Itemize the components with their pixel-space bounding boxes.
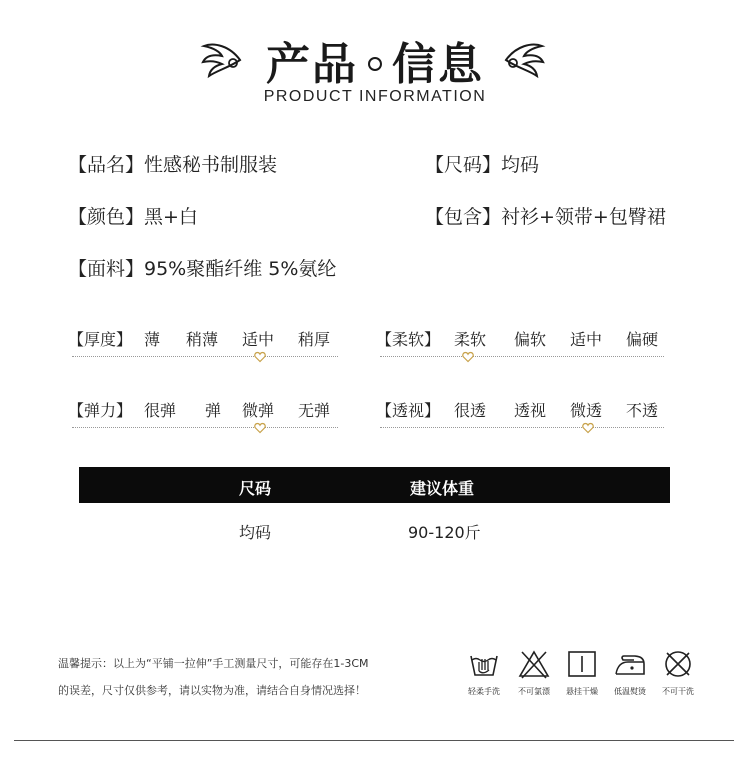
softness-scale-line <box>380 356 664 357</box>
hand-wash-icon <box>468 648 500 680</box>
care-label: 悬挂干燥 <box>566 687 598 696</box>
elasticity-option: 微弹 <box>242 401 275 420</box>
table-cell-weight: 90-120斤 <box>408 523 481 542</box>
thickness-scale-line <box>72 356 338 357</box>
info-includes: 【包含】衬衫+领带+包臀裙 <box>425 206 666 228</box>
elasticity-option: 很弹 <box>144 401 177 420</box>
title-right: 信息 <box>392 39 484 90</box>
transparency-option: 很透 <box>454 401 487 420</box>
table-cell-size: 均码 <box>239 523 272 542</box>
page-subtitle: PRODUCT INFORMATION <box>263 88 487 105</box>
transparency-scale-line <box>380 427 664 428</box>
right-wing-icon <box>500 38 546 82</box>
softness-option: 适中 <box>570 330 603 349</box>
page-title <box>0 28 750 92</box>
bottom-divider <box>14 740 734 741</box>
thickness-option: 稍厚 <box>298 330 331 349</box>
transparency-option: 不透 <box>626 401 659 420</box>
care-label: 不可干洗 <box>662 687 694 696</box>
no-dry-clean-icon <box>662 648 694 680</box>
heart-marker-icon <box>582 422 594 434</box>
info-fabric: 【面料】95%聚酯纤维 5%氨纶 <box>68 258 337 280</box>
info-size: 【尺码】均码 <box>425 154 540 176</box>
table-header-size: 尺码 <box>239 479 272 498</box>
thickness-option: 适中 <box>242 330 275 349</box>
elasticity-scale-line <box>72 427 338 428</box>
elasticity-label: 【弹力】 <box>68 401 133 420</box>
care-label: 低温熨烫 <box>614 687 646 696</box>
softness-option: 柔软 <box>454 330 487 349</box>
elasticity-option: 弹 <box>205 401 222 420</box>
info-color: 【颜色】黑+白 <box>68 206 198 228</box>
transparency-label: 【透视】 <box>376 401 441 420</box>
care-label: 轻柔手洗 <box>468 687 500 696</box>
transparency-option: 微透 <box>570 401 603 420</box>
thickness-option: 薄 <box>144 330 161 349</box>
table-header-weight: 建议体重 <box>410 479 475 498</box>
title-dot <box>368 57 382 71</box>
size-table-header <box>79 467 670 503</box>
heart-marker-icon <box>254 351 266 363</box>
softness-label: 【柔软】 <box>376 330 441 349</box>
hang-dry-icon <box>566 648 598 680</box>
elasticity-option: 无弹 <box>298 401 331 420</box>
softness-option: 偏软 <box>514 330 547 349</box>
tip-line-1: 温馨提示：以上为“平铺一拉伸”手工测量尺寸，可能存在1-3CM <box>58 657 369 670</box>
no-bleach-icon <box>518 648 550 680</box>
transparency-option: 透视 <box>514 401 547 420</box>
tip-line-2: 的误差，尺寸仅供参考，请以实物为准，请结合自身情况选择！ <box>58 684 366 697</box>
thickness-label: 【厚度】 <box>68 330 133 349</box>
heart-marker-icon <box>254 422 266 434</box>
info-name: 【品名】性感秘书制服装 <box>68 154 278 176</box>
thickness-option: 稍薄 <box>186 330 219 349</box>
low-iron-icon <box>614 648 646 680</box>
softness-option: 偏硬 <box>626 330 659 349</box>
care-label: 不可氯漂 <box>518 687 550 696</box>
heart-marker-icon <box>462 351 474 363</box>
title-left: 产品 <box>266 39 358 90</box>
